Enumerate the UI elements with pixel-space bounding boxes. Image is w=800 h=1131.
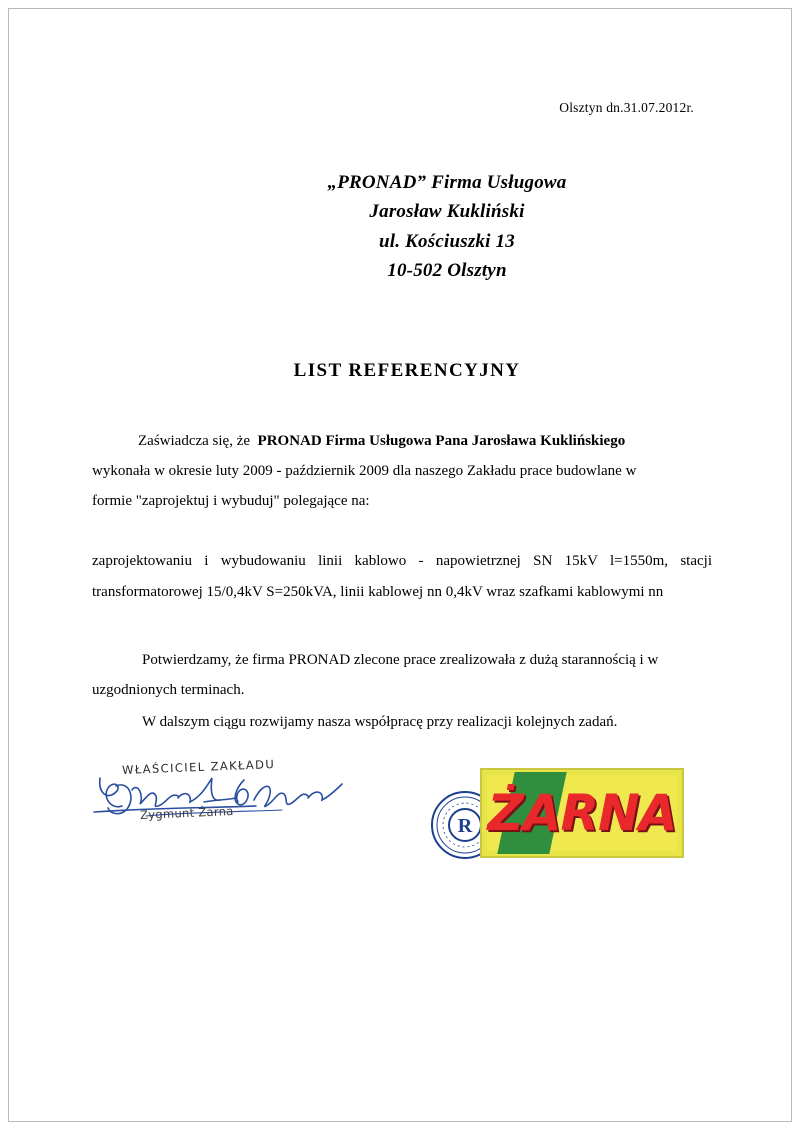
paragraph-4-line-1: W dalszym ciągu rozwijamy nasza współpracę przy realizacji kolejnych zadań. <box>142 713 618 730</box>
svg-text:R: R <box>457 815 473 837</box>
handwritten-signature-icon <box>86 766 376 836</box>
date-line: Olsztyn dn.31.07.2012r. <box>559 100 694 115</box>
signature-caption: WŁAŚCICIEL ZAKŁADU <box>121 757 276 777</box>
logo-text: ŻARNA <box>487 784 677 842</box>
recipient-line-4: 10-502 Olsztyn <box>387 260 507 282</box>
page-title: LIST REFERENCYJNY <box>293 359 521 381</box>
paragraph-1 <box>92 426 712 516</box>
signature-block <box>92 757 392 850</box>
company-name-bold: PRONAD Firma Usługowa Pana Jarosława Kuklińskiego <box>257 432 626 449</box>
paragraph-1-line-2: wykonała w okresie luty 2009 - październik 2009 dla naszego Zakładu prace budowlane w <box>92 462 637 479</box>
paragraph-2-line-1: zaprojektowaniu i wybudowaniu linii kablowo - napowietrznej SN 15kV l=1550m, stacji <box>92 552 712 569</box>
paragraph-3 <box>92 645 712 705</box>
signature-name: Zygmunt Żarna <box>139 803 234 823</box>
recipient-line-3: ul. Kościuszki 13 <box>379 230 515 252</box>
logo-plate <box>480 768 684 858</box>
paragraph-1-line-3: formie "zaprojektuj i wybuduj" polegające na: <box>92 492 370 509</box>
paragraph-1-lead: Zaświadcza się, że <box>138 432 251 449</box>
paragraph-3-line-2: uzgodnionych terminach. <box>92 681 245 698</box>
recipient-line-2: Jarosław Kukliński <box>369 201 525 223</box>
document-content <box>92 100 712 737</box>
recipient-block <box>92 168 712 286</box>
recipient-line-1: „PRONAD” Firma Usługowa <box>327 172 567 193</box>
paragraph-4 <box>92 707 712 737</box>
paragraph-3-line-1: Potwierdzamy, że firma PRONAD zlecone prace zrealizowała z dużą starannością i w <box>142 651 659 668</box>
zarna-logo <box>430 768 680 860</box>
paragraph-2-line-2: transformatorowej 15/0,4kV S=250kVA, linii kablowej nn 0,4kV wraz szafkami kablowymi nn <box>92 584 664 601</box>
paragraph-2 <box>92 546 712 609</box>
